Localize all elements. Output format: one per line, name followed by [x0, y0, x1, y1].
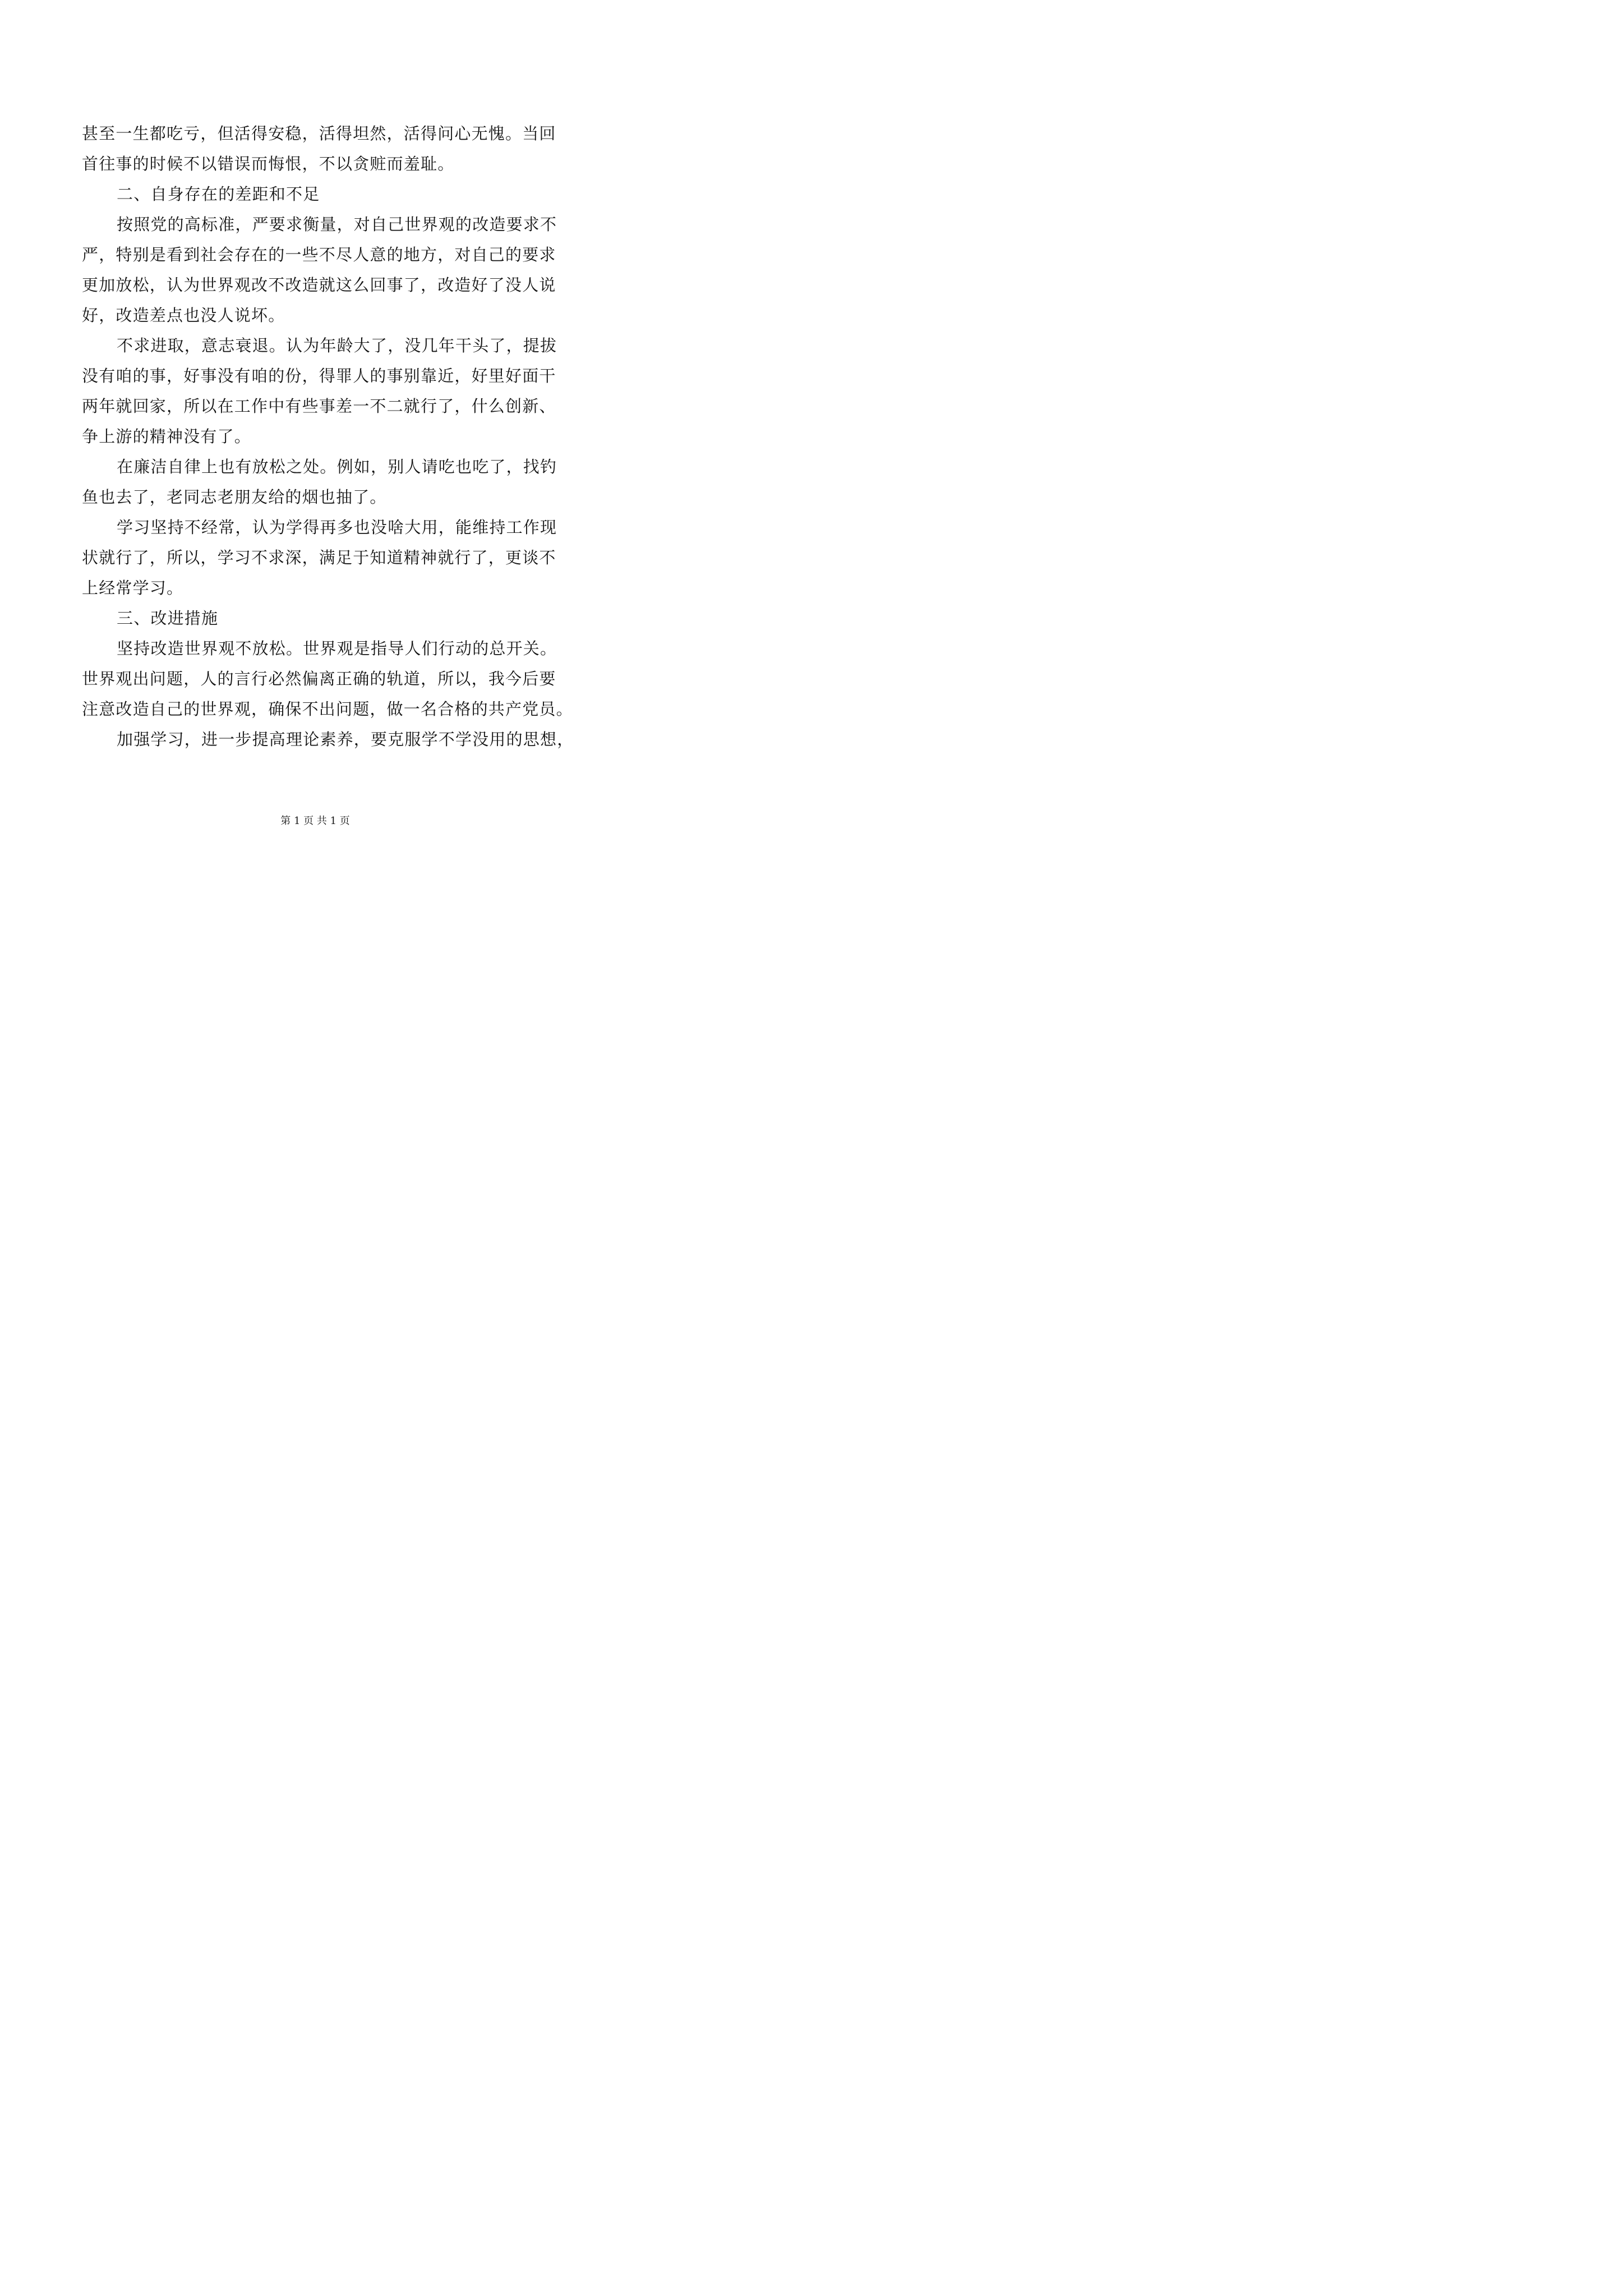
text-line: 学习坚持不经常，认为学得再多也没啥大用，能维持工作现 [117, 518, 557, 537]
document-page [0, 0, 630, 891]
text-line: 世界观出问题，人的言行必然偏离正确的轨道，所以，我今后要 [82, 669, 556, 688]
paragraph-strengthen-study [82, 724, 574, 754]
text-line: 争上游的精神没有了。 [82, 427, 252, 446]
text-line: 甚至一生都吃亏，但活得安稳，活得坦然，活得问心无愧。当回 [82, 124, 556, 143]
text-line: 上经常学习。 [82, 578, 184, 597]
text-line: 坚持改造世界观不放松。世界观是指导人们行动的总开关。 [117, 639, 557, 658]
page-number-footer: 第 1 页 共 1 页 [280, 815, 350, 827]
paragraph-worldview-standard [82, 209, 557, 330]
text-line: 好，改造差点也没人说坏。 [82, 306, 285, 325]
section-heading-3 [82, 603, 551, 633]
text-line: 按照党的高标准，严要求衡量，对自己世界观的改造要求不 [117, 215, 557, 234]
text-line: 严，特别是看到社会存在的一些不尽人意的地方，对自己的要求 [82, 245, 556, 264]
text-line: 加强学习，进一步提高理论素养，要克服学不学没用的思想， [117, 730, 574, 749]
section-heading-2 [82, 179, 551, 209]
text-line: 首往事的时候不以错误而悔恨，不以贪赃而羞耻。 [82, 154, 455, 173]
text-line: 没有咱的事，好事没有咱的份，得罪人的事别靠近，好里好面干 [82, 366, 556, 385]
paragraph-continued [82, 118, 556, 179]
paragraph-study [82, 512, 557, 603]
text-line: 不求进取，意志衰退。认为年龄大了，没几年干头了，提拔 [117, 336, 557, 355]
text-line: 状就行了，所以，学习不求深，满足于知道精神就行了，更谈不 [82, 548, 556, 567]
paragraph-reform-worldview [82, 633, 573, 724]
text-line: 更加放松，认为世界观改不改造就这么回事了，改造好了没人说 [82, 275, 556, 295]
section-heading-text: 三、改进措施 [117, 609, 219, 628]
document-body [82, 118, 574, 754]
section-heading-text: 二、自身存在的差距和不足 [117, 185, 320, 204]
paragraph-integrity [82, 452, 557, 512]
text-line: 在廉洁自律上也有放松之处。例如，别人请吃也吃了，找钓 [117, 457, 557, 476]
text-line: 两年就回家，所以在工作中有些事差一不二就行了，什么创新、 [82, 397, 556, 416]
text-line: 注意改造自己的世界观，确保不出问题，做一名合格的共产党员。 [82, 700, 573, 719]
paragraph-no-progress [82, 330, 557, 452]
text-line: 鱼也去了，老同志老朋友给的烟也抽了。 [82, 487, 387, 507]
